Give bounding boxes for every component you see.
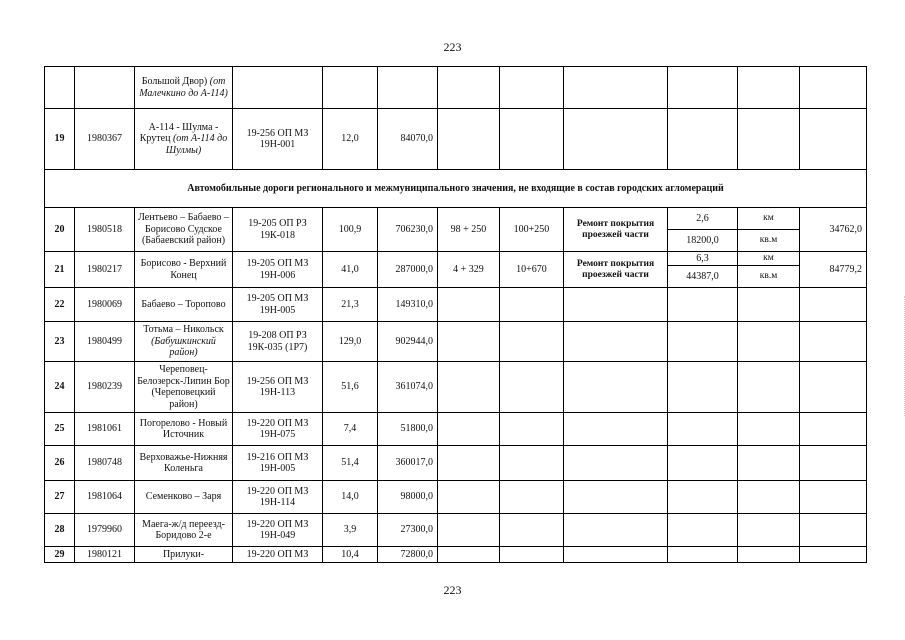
road-length-cell: 10,4 bbox=[323, 547, 378, 563]
km-from-cell: 98 + 250 bbox=[438, 208, 500, 252]
unit-m2-cell: кв.м bbox=[738, 266, 800, 288]
road-name-cell bbox=[135, 322, 233, 362]
road-code-cell: 1980239 bbox=[75, 362, 135, 413]
row-number-cell: 25 bbox=[45, 413, 75, 446]
empty-cell bbox=[738, 109, 800, 170]
road-name-text: Тотьма – Никольск bbox=[143, 324, 224, 336]
road-code-cell: 1980217 bbox=[75, 252, 135, 288]
repair-cost-cell: 34762,0 bbox=[800, 208, 867, 252]
empty-cell bbox=[500, 67, 564, 109]
empty-cell bbox=[500, 288, 564, 322]
empty-cell bbox=[564, 322, 668, 362]
empty-cell bbox=[668, 514, 738, 547]
empty-cell bbox=[800, 547, 867, 563]
row-number-cell: 21 bbox=[45, 252, 75, 288]
road-code-cell: 1980748 bbox=[75, 446, 135, 481]
road-length-cell: 51,6 bbox=[323, 362, 378, 413]
km-from-cell: 4 + 329 bbox=[438, 252, 500, 288]
road-code-cell: 1980518 bbox=[75, 208, 135, 252]
empty-cell bbox=[738, 413, 800, 446]
empty-cell bbox=[500, 413, 564, 446]
section-title: Автомобильные дороги регионального и межмуниципального значения, не входящие в состав городских агломераций bbox=[45, 170, 867, 208]
road-code-cell: 1981061 bbox=[75, 413, 135, 446]
road-length-cell: 14,0 bbox=[323, 481, 378, 514]
road-cost-cell: 98000,0 bbox=[378, 481, 438, 514]
road-cost-cell: 287000,0 bbox=[378, 252, 438, 288]
road-name-note: (от Малечкино до А-114) bbox=[139, 76, 228, 99]
empty-cell bbox=[500, 446, 564, 481]
row-number-cell: 20 bbox=[45, 208, 75, 252]
table-row bbox=[45, 514, 867, 547]
road-id-cell: 19-256 ОП МЗ 19Н-113 bbox=[233, 362, 323, 413]
road-name-cell: Прилуки- bbox=[135, 547, 233, 563]
road-cost-cell: 149310,0 bbox=[378, 288, 438, 322]
road-id-cell: 19-208 ОП РЗ 19К-035 (1Р7) bbox=[233, 322, 323, 362]
empty-cell bbox=[500, 547, 564, 563]
empty-cell bbox=[564, 362, 668, 413]
empty-cell bbox=[800, 67, 867, 109]
road-length-cell: 51,4 bbox=[323, 446, 378, 481]
road-name-cell: Семенково – Заря bbox=[135, 481, 233, 514]
km-to-cell: 10+670 bbox=[500, 252, 564, 288]
empty-cell bbox=[500, 481, 564, 514]
table-row bbox=[45, 322, 867, 362]
empty-cell bbox=[564, 547, 668, 563]
empty-cell bbox=[738, 514, 800, 547]
table-row bbox=[45, 413, 867, 446]
empty-cell bbox=[800, 514, 867, 547]
empty-cell bbox=[800, 322, 867, 362]
qty-m2-cell: 44387,0 bbox=[668, 266, 738, 288]
road-name-cell bbox=[135, 67, 233, 109]
empty-cell bbox=[500, 109, 564, 170]
road-cost-cell: 360017,0 bbox=[378, 446, 438, 481]
empty-cell bbox=[738, 481, 800, 514]
road-name-cell: Верховажье-Нижняя Коленьга bbox=[135, 446, 233, 481]
road-length-cell: 7,4 bbox=[323, 413, 378, 446]
road-cost-cell: 902944,0 bbox=[378, 322, 438, 362]
road-name-text: А-114 - Шулма - Крутец bbox=[139, 121, 219, 145]
road-name-text: Большой Двор) bbox=[141, 76, 210, 87]
empty-cell bbox=[738, 362, 800, 413]
road-cost-cell: 84070,0 bbox=[378, 109, 438, 170]
empty-cell bbox=[738, 547, 800, 563]
empty-cell bbox=[438, 514, 500, 547]
page-number-bottom: 223 bbox=[443, 583, 462, 597]
empty-cell bbox=[438, 67, 500, 109]
road-id-cell: 19-216 ОП МЗ 19Н-005 bbox=[233, 446, 323, 481]
empty-cell bbox=[500, 514, 564, 547]
km-to-cell: 100+250 bbox=[500, 208, 564, 252]
empty-cell bbox=[668, 481, 738, 514]
row-number-cell: 26 bbox=[45, 446, 75, 481]
road-name-cell: Бабаево – Торопово bbox=[135, 288, 233, 322]
road-length-cell: 12,0 bbox=[323, 109, 378, 170]
empty-cell bbox=[800, 288, 867, 322]
road-name-note: (Бабушкинский район) bbox=[151, 335, 216, 359]
empty-cell bbox=[564, 288, 668, 322]
table-row bbox=[45, 446, 867, 481]
qty-m2-cell: 18200,0 bbox=[668, 230, 738, 252]
empty-cell bbox=[438, 413, 500, 446]
empty-cell bbox=[438, 322, 500, 362]
empty-cell bbox=[668, 547, 738, 563]
row-number-cell: 29 bbox=[45, 547, 75, 563]
road-code-cell: 1980121 bbox=[75, 547, 135, 563]
qty-km-cell: 6,3 bbox=[668, 252, 738, 266]
row-number-cell: 22 bbox=[45, 288, 75, 322]
scan-edge-mark bbox=[900, 296, 905, 416]
qty-km-cell: 2,6 bbox=[668, 208, 738, 230]
road-name-cell: Маега-ж/д переезд-Боридово 2-е bbox=[135, 514, 233, 547]
road-name-cell bbox=[135, 109, 233, 170]
empty-cell bbox=[564, 514, 668, 547]
empty-cell bbox=[738, 446, 800, 481]
table-row bbox=[45, 547, 867, 563]
road-id-cell: 19-256 ОП МЗ 19Н-001 bbox=[233, 109, 323, 170]
empty-cell bbox=[668, 362, 738, 413]
empty-cell bbox=[438, 109, 500, 170]
empty-cell bbox=[438, 446, 500, 481]
road-id-cell: 19-220 ОП МЗ bbox=[233, 547, 323, 563]
row-number-cell: 24 bbox=[45, 362, 75, 413]
road-cost-cell: 72800,0 bbox=[378, 547, 438, 563]
road-name-note: (от А-114 до Шулмы) bbox=[165, 133, 228, 156]
empty-cell bbox=[800, 413, 867, 446]
unit-km-cell: км bbox=[738, 208, 800, 230]
road-length-cell: 41,0 bbox=[323, 252, 378, 288]
road-cost-cell: 51800,0 bbox=[378, 413, 438, 446]
road-length-cell: 21,3 bbox=[323, 288, 378, 322]
road-length-cell: 129,0 bbox=[323, 322, 378, 362]
table-row bbox=[45, 67, 867, 109]
road-id-cell: 19-205 ОП МЗ 19Н-005 bbox=[233, 288, 323, 322]
empty-cell bbox=[438, 362, 500, 413]
road-name-cell: Борисово - Верхний Конец bbox=[135, 252, 233, 288]
row-number-cell: 28 bbox=[45, 514, 75, 547]
road-name-cell: Погорелово - Новый Источник bbox=[135, 413, 233, 446]
road-cost-cell bbox=[378, 67, 438, 109]
empty-cell bbox=[564, 109, 668, 170]
road-code-cell: 1980069 bbox=[75, 288, 135, 322]
table-row bbox=[45, 208, 867, 230]
row-number-cell bbox=[45, 67, 75, 109]
road-id-cell: 19-220 ОП МЗ 19Н-075 bbox=[233, 413, 323, 446]
table-row bbox=[45, 252, 867, 266]
road-name-cell: Лентьево – Бабаево – Борисово Судское (Бабаевский район) bbox=[135, 208, 233, 252]
road-id-cell: 19-220 ОП МЗ 19Н-114 bbox=[233, 481, 323, 514]
table-row bbox=[45, 362, 867, 413]
road-code-cell: 1979960 bbox=[75, 514, 135, 547]
empty-cell bbox=[668, 322, 738, 362]
empty-cell bbox=[738, 322, 800, 362]
road-name-cell: Череповец-Белозерск-Липин Бор (Череповецкий район) bbox=[135, 362, 233, 413]
empty-cell bbox=[800, 481, 867, 514]
empty-cell bbox=[500, 362, 564, 413]
road-code-cell: 1980499 bbox=[75, 322, 135, 362]
empty-cell bbox=[668, 288, 738, 322]
table-row bbox=[45, 288, 867, 322]
road-code-cell: 1980367 bbox=[75, 109, 135, 170]
empty-cell bbox=[564, 446, 668, 481]
road-cost-cell: 361074,0 bbox=[378, 362, 438, 413]
page-number-top: 223 bbox=[443, 40, 462, 54]
empty-cell bbox=[500, 322, 564, 362]
road-id-cell: 19-205 ОП МЗ 19Н-006 bbox=[233, 252, 323, 288]
empty-cell bbox=[564, 481, 668, 514]
empty-cell bbox=[438, 481, 500, 514]
repair-cost-cell: 84779,2 bbox=[800, 252, 867, 288]
road-id-cell: 19-205 ОП РЗ 19К-018 bbox=[233, 208, 323, 252]
road-length-cell: 100,9 bbox=[323, 208, 378, 252]
repair-type-cell: Ремонт покрытия проезжей части bbox=[564, 252, 668, 288]
empty-cell bbox=[800, 109, 867, 170]
road-cost-cell: 27300,0 bbox=[378, 514, 438, 547]
road-length-cell bbox=[323, 67, 378, 109]
empty-cell bbox=[738, 67, 800, 109]
section-row bbox=[45, 170, 867, 208]
road-code-cell bbox=[75, 67, 135, 109]
table-row bbox=[45, 109, 867, 170]
empty-cell bbox=[438, 547, 500, 563]
road-cost-cell: 706230,0 bbox=[378, 208, 438, 252]
road-code-cell: 1981064 bbox=[75, 481, 135, 514]
empty-cell bbox=[668, 446, 738, 481]
road-length-cell: 3,9 bbox=[323, 514, 378, 547]
empty-cell bbox=[668, 67, 738, 109]
row-number-cell: 27 bbox=[45, 481, 75, 514]
empty-cell bbox=[668, 109, 738, 170]
empty-cell bbox=[564, 413, 668, 446]
empty-cell bbox=[800, 446, 867, 481]
empty-cell bbox=[438, 288, 500, 322]
unit-m2-cell: кв.м bbox=[738, 230, 800, 252]
unit-km-cell: км bbox=[738, 252, 800, 266]
repair-type-cell: Ремонт покрытия проезжей части bbox=[564, 208, 668, 252]
road-register-table bbox=[44, 66, 867, 563]
road-id-cell bbox=[233, 67, 323, 109]
empty-cell bbox=[738, 288, 800, 322]
empty-cell bbox=[564, 67, 668, 109]
empty-cell bbox=[800, 362, 867, 413]
table-row bbox=[45, 481, 867, 514]
row-number-cell: 19 bbox=[45, 109, 75, 170]
road-id-cell: 19-220 ОП МЗ 19Н-049 bbox=[233, 514, 323, 547]
empty-cell bbox=[668, 413, 738, 446]
row-number-cell: 23 bbox=[45, 322, 75, 362]
